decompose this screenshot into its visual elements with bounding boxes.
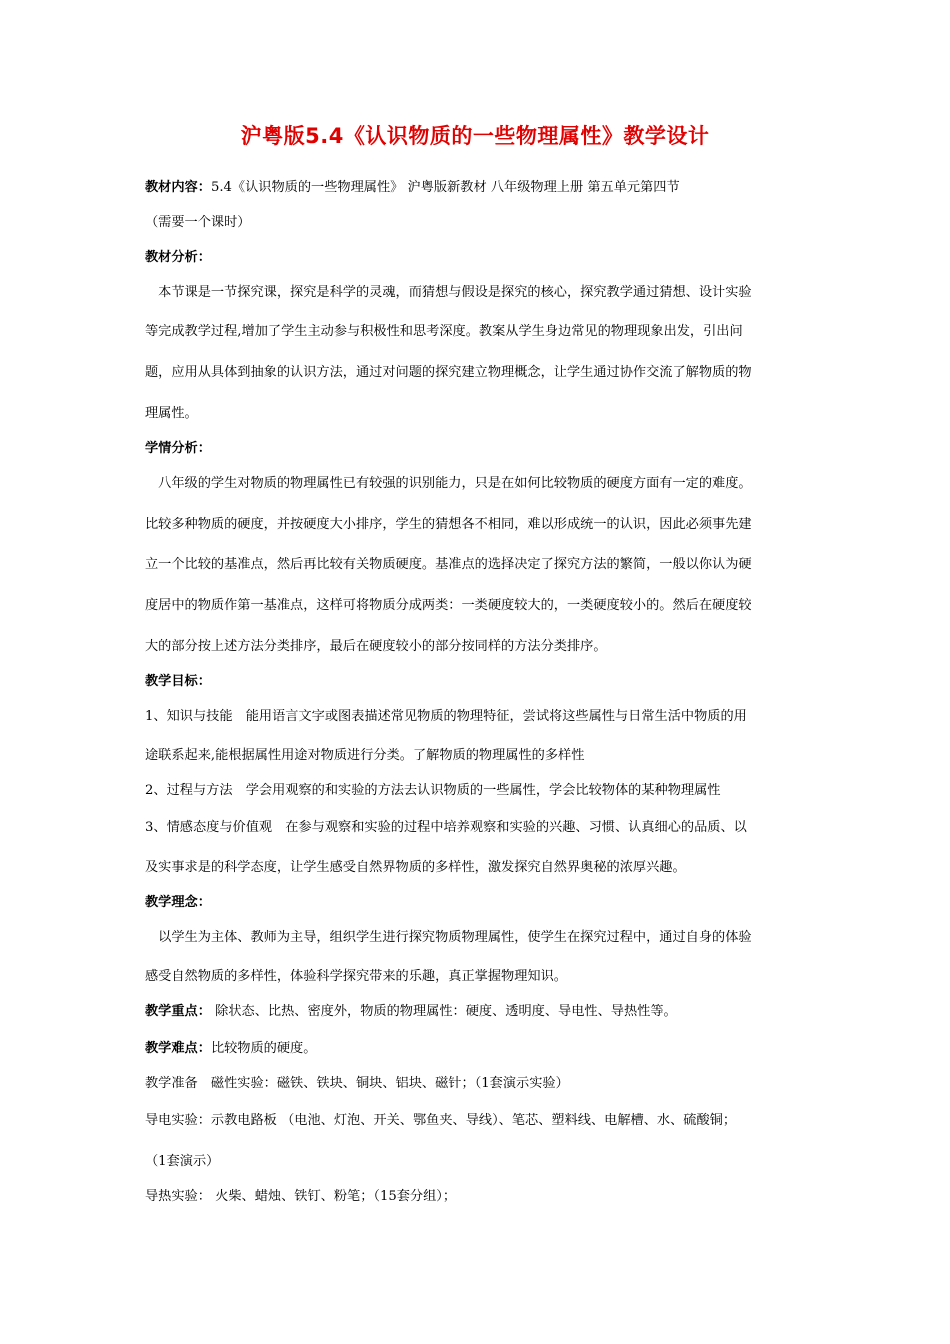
content-row bbox=[145, 178, 680, 198]
analysis-line: 本节课是一节探究课，探究是科学的灵魂，而猜想与假设是探究的核心，探究教学通过猜想、设计实验 bbox=[145, 285, 752, 300]
prep-line: 教学准备 磁性实验：磁铁、铁块、铜块、铝块、磁针；（1套演示实验） bbox=[145, 1076, 569, 1091]
prep-line: 导电实验：示教电路板 （电池、灯泡、开关、鄂鱼夹、导线）、笔芯、塑料线、电解槽、水、硫酸铜； bbox=[145, 1113, 737, 1128]
key-point-text: 除状态、比热、密度外，物质的物理属性：硬度、透明度、导电性、导热性等。 bbox=[210, 1004, 677, 1019]
prep-line: 导热实验： 火柴、蜡烛、铁钉、粉笔；（15套分组）； bbox=[145, 1189, 457, 1204]
content-text: 5.4《认识物质的一些物理属性》 沪粤版新教材 八年级物理上册 第五单元第四节 bbox=[210, 180, 680, 195]
key-point-row bbox=[145, 1002, 677, 1022]
goals-line: 2、过程与方法 学会用观察的和实验的方法去认识物质的一些属性，学会比较物体的某种物理属性 bbox=[145, 783, 721, 798]
goals-line: 3、情感态度与价值观 在参与观察和实验的过程中培养观察和实验的兴趣、习惯、认真细心的品质、以 bbox=[145, 820, 747, 835]
difficulty-row bbox=[145, 1039, 316, 1059]
goals-line: 途联系起来,能根据属性用途对物质进行分类。了解物质的物理属性的多样性 bbox=[145, 748, 585, 763]
lesson-count-note: （需要一个课时） bbox=[145, 215, 251, 230]
students-heading: 学情分析： bbox=[145, 441, 211, 456]
students-line: 比较多种物质的硬度，并按硬度大小排序，学生的猜想各不相同，难以形成统一的认识，因此必须事先建 bbox=[145, 517, 752, 532]
students-line: 立一个比较的基准点，然后再比较有关物质硬度。基准点的选择决定了探究方法的繁简，一般以你认为硬 bbox=[145, 557, 752, 572]
difficulty-text: 比较物质的硬度。 bbox=[210, 1041, 317, 1056]
goals-line: 及实事求是的科学态度，让学生感受自然界物质的多样性，激发探究自然界奥秘的浓厚兴趣。 bbox=[145, 860, 686, 875]
concept-line: 感受自然物质的多样性，体验科学探究带来的乐趣，真正掌握物理知识。 bbox=[145, 969, 567, 984]
goals-heading: 教学目标： bbox=[145, 674, 211, 689]
concept-line: 以学生为主体、教师为主导，组织学生进行探究物质物理属性，使学生在探究过程中，通过自身的体验 bbox=[145, 930, 752, 945]
analysis-heading: 教材分析： bbox=[145, 250, 211, 265]
difficulty-label: 教学难点： bbox=[145, 1041, 211, 1056]
key-point-label: 教学重点： bbox=[145, 1004, 211, 1019]
concept-heading: 教学理念： bbox=[145, 895, 211, 910]
students-line: 度居中的物质作第一基准点，这样可将物质分成两类：一类硬度较大的，一类硬度较小的。然后在硬度较 bbox=[145, 598, 752, 613]
document-title: 沪粤版5.4《认识物质的一些物理属性》教学设计 bbox=[240, 124, 710, 148]
students-line: 大的部分按上述方法分类排序，最后在硬度较小的部分按同样的方法分类排序。 bbox=[145, 639, 607, 654]
goals-line: 1、知识与技能 能用语言文字或图表描述常见物质的物理特征，尝试将这些属性与日常生活中物质的用 bbox=[145, 709, 747, 724]
prep-line: （1套演示） bbox=[145, 1154, 220, 1169]
analysis-line: 等完成教学过程,增加了学生主动参与积极性和思考深度。教案从学生身边常见的物理现象出发，引出问 bbox=[145, 324, 743, 339]
content-label: 教材内容： bbox=[145, 180, 211, 195]
analysis-line: 题，应用从具体到抽象的认识方法，通过对问题的探究建立物理概念，让学生通过协作交流了解物质的物 bbox=[145, 365, 752, 380]
analysis-line: 理属性。 bbox=[145, 406, 198, 421]
students-line: 八年级的学生对物质的物理属性已有较强的识别能力，只是在如何比较物质的硬度方面有一定的难度。 bbox=[145, 476, 752, 491]
